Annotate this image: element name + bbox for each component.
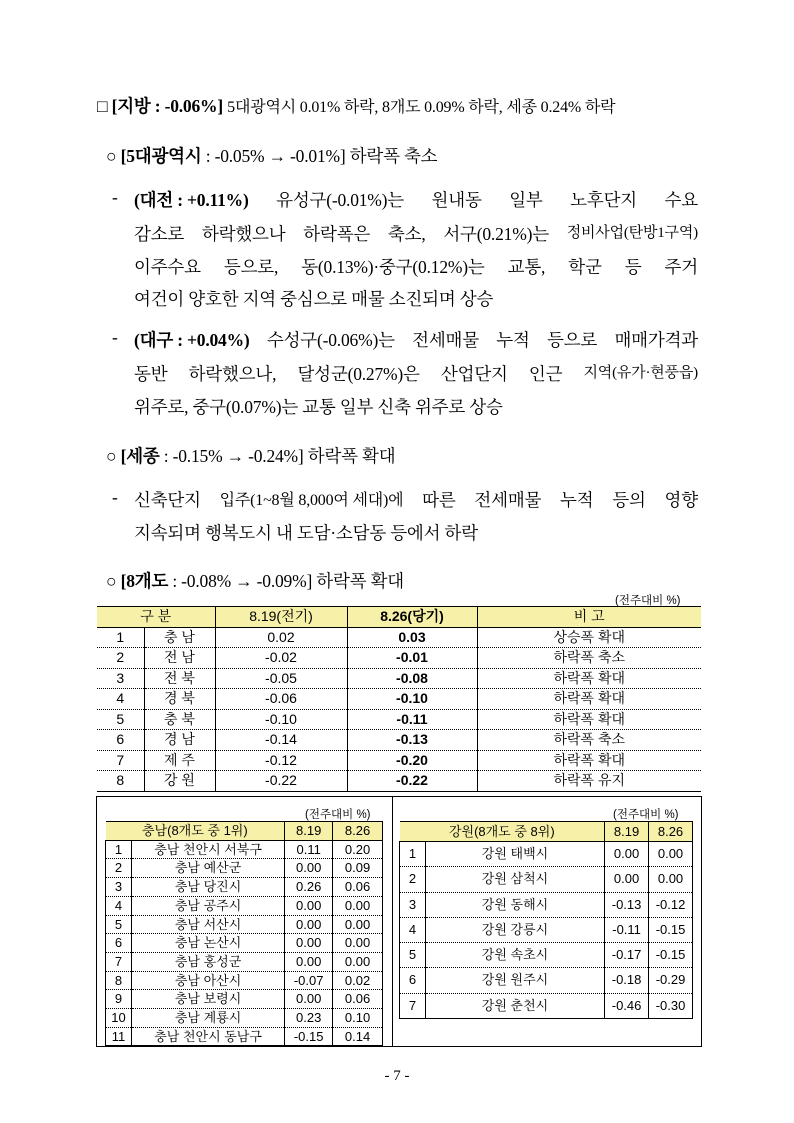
table-header-row [106,822,383,841]
row-number: 5 [400,943,426,968]
table-row [106,952,383,971]
chungnam-unit: (전주대비 %) [305,809,371,821]
word: 신축단지 [134,490,201,510]
remark: 하락폭 확대 [477,750,701,771]
header-cur: 8.26(당기) [347,607,477,628]
district-name: 충남 홍성군 [131,952,284,971]
prev-value: 0.11 [285,840,333,859]
current-value: 0.00 [333,952,383,971]
daejeon-line-1 [134,187,698,212]
prev-value: 0.00 [605,867,649,892]
word: 등 [624,257,642,277]
sejong-text: : -0.15% → -0.24%] 하락폭 확대 [159,446,396,466]
word: 입주(1~8월 8,000여 세대)에 [219,492,404,509]
row-number: 2 [97,648,144,669]
provinces-heading [106,568,404,593]
prev-value: -0.13 [605,892,649,917]
word: 따른 [422,490,456,510]
page-number: - 7 - [384,1068,410,1084]
word: 등으로, [223,257,279,277]
section-title-bracket: [지방 : -0.06%] [111,96,223,116]
table-row [106,1027,383,1046]
square-bullet-icon: □ [97,96,108,116]
table-row [400,917,693,942]
table-row [400,993,693,1018]
table-row [97,709,701,730]
current-value: 0.00 [333,934,383,953]
region-name: 경 남 [144,730,215,751]
word: 하락폭은 [303,224,371,244]
district-name: 충남 예산군 [131,859,284,878]
district-name: 충남 천안시 동남구 [131,1027,284,1046]
current-value: 0.06 [333,878,383,897]
gangwon-header-prev: 8.19 [605,822,649,842]
prev-value: -0.15 [285,1027,333,1046]
region-name: 강 원 [144,771,215,792]
region-name: 경 북 [144,689,215,710]
word: 주거 [664,257,698,277]
current-value: -0.08 [347,668,477,689]
row-number: 9 [106,990,132,1009]
row-number: 1 [97,627,144,648]
region-name: 충 남 [144,627,215,648]
word: 노후단지 [570,190,637,210]
word: 서구(0.21%)는 [443,224,549,244]
current-value: 0.09 [333,859,383,878]
word: 수성구(-0.06%)는 [266,330,395,350]
current-value: -0.15 [649,917,693,942]
provinces-label: [8개도 [120,571,169,591]
row-number: 6 [400,968,426,993]
word: 축소, [387,224,426,244]
prev-value: -0.12 [215,750,347,771]
header-prev: 8.19(전기) [215,607,347,628]
row-number: 3 [400,892,426,917]
current-value: 0.14 [333,1027,383,1046]
remark: 하락폭 확대 [477,689,701,710]
word: 누적 [560,490,594,510]
current-value: 0.00 [649,842,693,867]
region-name: 전 북 [144,668,215,689]
table-row [97,689,701,710]
word: 학군 [568,257,602,277]
table-row [106,840,383,859]
row-number: 2 [400,867,426,892]
table-row [97,648,701,669]
remark: 하락폭 유지 [477,771,701,792]
prev-value: -0.06 [215,689,347,710]
table-row [400,842,693,867]
dash-icon: - [112,487,118,507]
word: 하락했으나, [188,364,277,384]
dash-icon: - [112,327,118,347]
daegu-line-3: 위주로, 중구(0.07%)는 교통 일부 신축 위주로 상승 [134,397,503,417]
section-title [97,93,615,118]
daegu-lead: (대구 : +0.04%) [134,330,250,350]
table-row [97,627,701,648]
table-row [106,878,383,897]
current-value: 0.00 [333,915,383,934]
provinces-text: : -0.08% → -0.09%] 하락폭 확대 [168,571,404,591]
word: 전세매물 [412,330,479,350]
table-row [106,915,383,934]
sejong-detail-line-2: 지속되며 행복도시 내 도담·소담동 등에서 하락 [134,523,478,543]
word: 동반 [134,364,168,384]
remark: 하락폭 축소 [477,648,701,669]
word: 정비사업(탄방1구역) [566,225,698,241]
prev-value: -0.07 [285,971,333,990]
district-name: 충남 당진시 [131,878,284,897]
row-number: 7 [97,750,144,771]
table-row [106,990,383,1009]
row-number: 6 [106,934,132,953]
header-note: 비 고 [477,607,701,628]
region-name: 전 남 [144,648,215,669]
word: 원내동 [431,190,482,210]
remark: 하락폭 확대 [477,668,701,689]
word: 일부 [509,190,543,210]
current-value: -0.01 [347,648,477,669]
word: 이주수요 [134,257,201,277]
chungnam-header-prev: 8.19 [285,822,333,841]
prev-value: -0.18 [605,968,649,993]
district-name: 강원 태백시 [425,842,604,867]
metro-label: [5대광역시 [120,146,202,166]
district-name: 충남 논산시 [131,934,284,953]
table-header-row [97,607,701,628]
detail-frame [96,796,702,1047]
word: 달성군(0.27%)은 [297,364,420,384]
table-row [400,892,693,917]
word: 영향 [664,490,698,510]
word: 지역(유가·현풍읍) [583,365,698,381]
table-row [400,943,693,968]
remark: 상승폭 확대 [477,627,701,648]
current-value: -0.10 [347,689,477,710]
chungnam-table [105,821,383,1046]
metro-heading [106,143,437,168]
current-value: -0.12 [649,892,693,917]
prev-value: 0.00 [285,859,333,878]
remark: 하락폭 축소 [477,730,701,751]
daejeon-line-3 [134,254,698,279]
word: 등으로 [547,330,598,350]
word: 감소로 [134,224,185,244]
metro-text: : -0.05% → -0.01%] 하락폭 축소 [201,146,438,166]
prev-value: 0.00 [285,915,333,934]
word: 인근 [528,364,563,384]
prev-value: -0.11 [605,917,649,942]
prev-value: 0.00 [285,952,333,971]
daegu-line-2 [134,361,698,386]
current-value: 0.02 [333,971,383,990]
daegu-line-1 [134,327,698,352]
current-value: -0.22 [347,771,477,792]
prev-value: 0.26 [285,878,333,897]
daejeon-lead: (대전 : +0.11%) [134,190,249,210]
prev-value: 0.02 [215,627,347,648]
prev-value: -0.22 [215,771,347,792]
current-value: -0.11 [347,709,477,730]
current-value: 0.10 [333,1009,383,1028]
gangwon-header-cur: 8.26 [649,822,693,842]
row-number: 4 [97,689,144,710]
table-row [97,730,701,751]
circle-bullet-icon: ○ [106,446,117,466]
chungnam-header-cur: 8.26 [333,822,383,841]
header-division: 구 분 [97,607,215,628]
sejong-detail-line-1 [134,487,698,512]
district-name: 충남 아산시 [131,971,284,990]
daejeon-line-2 [134,221,698,246]
table-row [97,750,701,771]
row-number: 6 [97,730,144,751]
district-name: 충남 공주시 [131,896,284,915]
row-number: 11 [106,1027,132,1046]
word: 하락했으나 [201,224,286,244]
table-row [106,859,383,878]
province-table [97,606,701,792]
prev-value: -0.46 [605,993,649,1018]
section-title-rest: 5대광역시 0.01% 하락, 8개도 0.09% 하락, 세종 0.24% 하락 [227,99,616,116]
district-name: 강원 원주시 [425,968,604,993]
word: 누적 [496,330,530,350]
row-number: 8 [97,771,144,792]
gangwon-unit: (전주대비 %) [613,809,679,821]
district-name: 강원 동해시 [425,892,604,917]
district-name: 강원 강릉시 [425,917,604,942]
row-number: 7 [400,993,426,1018]
district-name: 충남 천안시 서북구 [131,840,284,859]
prev-value: 0.00 [285,990,333,1009]
table-row [400,867,693,892]
word: 매매가격과 [614,330,698,350]
current-value: -0.15 [649,943,693,968]
prev-value: -0.02 [215,648,347,669]
sejong-heading [106,443,395,468]
table-row [106,896,383,915]
prev-value: 0.00 [605,842,649,867]
current-value: 0.03 [347,627,477,648]
row-number: 5 [106,915,132,934]
table-row [106,971,383,990]
district-name: 충남 서산시 [131,915,284,934]
prev-value: 0.00 [285,934,333,953]
row-number: 8 [106,971,132,990]
word: 산업단지 [440,364,508,384]
table-row [106,934,383,953]
row-number: 3 [106,878,132,897]
row-number: 10 [106,1009,132,1028]
gangwon-table [399,821,693,1019]
row-number: 3 [97,668,144,689]
row-number: 5 [97,709,144,730]
dash-icon: - [112,187,118,207]
prev-value: 0.00 [285,896,333,915]
word: 유성구(-0.01%)는 [276,190,405,210]
sejong-label: [세종 [120,446,160,466]
word: 수요 [664,190,698,210]
region-name: 제 주 [144,750,215,771]
district-name: 강원 속초시 [425,943,604,968]
table-row [97,771,701,792]
row-number: 7 [106,952,132,971]
prev-value: 0.23 [285,1009,333,1028]
circle-bullet-icon: ○ [106,571,117,591]
word: 동(0.13%)·중구(0.12%)는 [301,257,485,277]
current-value: -0.29 [649,968,693,993]
region-name: 충 북 [144,709,215,730]
row-number: 4 [106,896,132,915]
table-row [400,968,693,993]
current-value: 0.00 [649,867,693,892]
current-value: 0.06 [333,990,383,1009]
gangwon-header-name: 강원(8개도 중 8위) [400,822,605,842]
prev-value: -0.14 [215,730,347,751]
chungnam-header-name: 충남(8개도 중 1위) [106,822,285,841]
row-number: 4 [400,917,426,942]
row-number: 1 [400,842,426,867]
table-row [97,668,701,689]
district-name: 충남 보령시 [131,990,284,1009]
current-value: 0.20 [333,840,383,859]
prev-value: -0.05 [215,668,347,689]
current-value: 0.00 [333,896,383,915]
current-value: -0.30 [649,993,693,1018]
word: 교통, [507,257,546,277]
circle-bullet-icon: ○ [106,146,117,166]
row-number: 2 [106,859,132,878]
word: 전세매물 [474,490,542,510]
prev-value: -0.17 [605,943,649,968]
word: 등의 [612,490,646,510]
current-value: -0.20 [347,750,477,771]
district-name: 강원 삼척시 [425,867,604,892]
current-value: -0.13 [347,730,477,751]
district-name: 강원 춘천시 [425,993,604,1018]
prev-value: -0.10 [215,709,347,730]
remark: 하락폭 확대 [477,709,701,730]
daejeon-line-4: 여건이 양호한 지역 중심으로 매물 소진되며 상승 [134,289,494,309]
frame-divider [392,797,393,1046]
row-number: 1 [106,840,132,859]
unit-note: (전주대비 %) [615,595,681,607]
district-name: 충남 계룡시 [131,1009,284,1028]
table-row [106,1009,383,1028]
table-header-row [400,822,693,842]
